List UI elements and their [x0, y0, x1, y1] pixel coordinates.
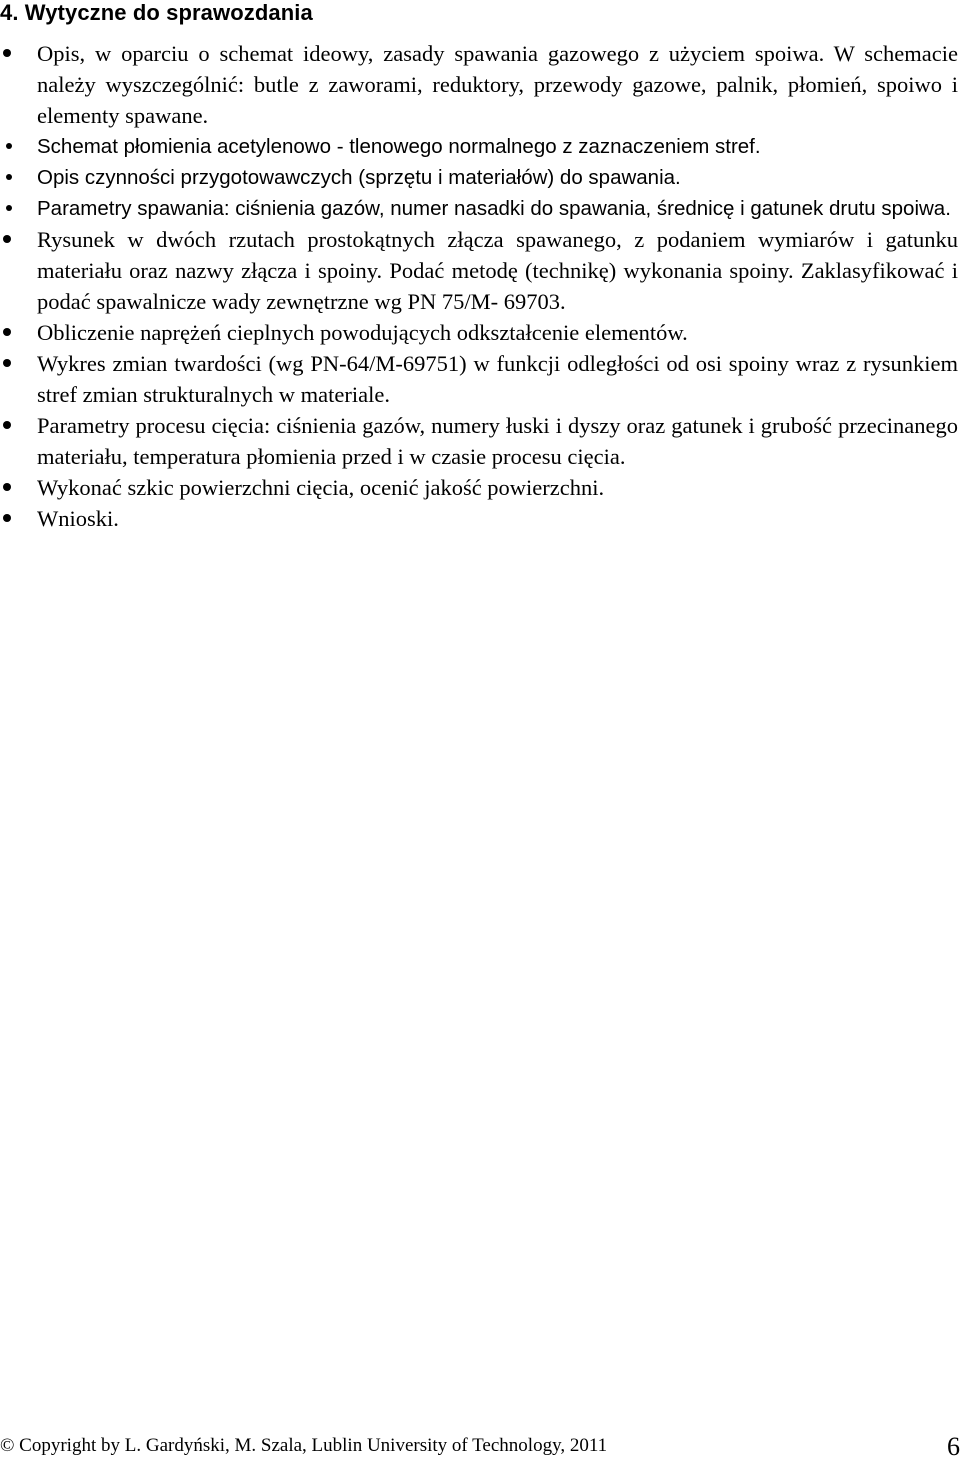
bullet-icon — [3, 483, 11, 491]
bullet-icon — [3, 235, 11, 243]
list-item — [0, 162, 960, 193]
bullet-icon — [3, 359, 11, 367]
bullet-icon — [6, 205, 12, 211]
list-item — [0, 410, 960, 472]
list-item — [0, 503, 960, 534]
list-item-text: Rysunek w dwóch rzutach prostokątnych złącza spawanego, z podaniem wymiarów i gatunku materiału oraz nazwy złącza i spoiny. Podać metodę (technikę) wykonania spoiny. Zaklasyfikować i podać spawalnicze wady zewnętrzne wg PN 75/M- 69703. — [37, 227, 958, 314]
list-item-text: Parametry procesu cięcia: ciśnienia gazów, numery łuski i dyszy oraz gatunek i grubość przecinanego materiału, temperatura płomienia przed i w czasie procesu cięcia. — [37, 413, 958, 469]
bullet-icon — [3, 49, 11, 57]
list-item — [0, 317, 960, 348]
copyright-notice: © Copyright by L. Gardyński, M. Szala, Lublin University of Technology, 2011 — [0, 1435, 608, 1456]
list-item — [0, 38, 960, 131]
bullet-icon — [3, 514, 11, 522]
list-item-text: Obliczenie naprężeń cieplnych powodujących odkształcenie elementów. — [37, 320, 688, 345]
list-item — [0, 224, 960, 317]
list-item-text: Opis, w oparciu o schemat ideowy, zasady spawania gazowego z użyciem spoiwa. W schemacie należy wyszczególnić: butle z zaworami, reduktory, przewody gazowe, palnik, płomień, spoiwo i elementy spawane. — [37, 41, 958, 128]
list-item — [0, 472, 960, 503]
list-item-text: Opis czynności przygotowawczych (sprzętu i materiałów) do spawania. — [37, 166, 681, 189]
guidelines-list — [0, 38, 960, 534]
list-item-text: Schemat płomienia acetylenowo - tlenowego normalnego z zaznaczeniem stref. — [37, 135, 761, 158]
list-item — [0, 131, 960, 162]
list-item-text: Parametry spawania: ciśnienia gazów, numer nasadki do spawania, średnicę i gatunek drutu spoiwa. — [37, 197, 951, 220]
bullet-icon — [6, 143, 12, 149]
list-item-text: Wykonać szkic powierzchni cięcia, ocenić jakość powierzchni. — [37, 475, 605, 500]
page-number: 6 — [947, 1432, 960, 1461]
list-item — [0, 193, 960, 224]
section-heading: 4. Wytyczne do sprawozdania — [0, 0, 313, 25]
bullet-icon — [6, 174, 12, 180]
list-item-text: Wnioski. — [37, 506, 119, 531]
bullet-icon — [3, 421, 11, 429]
bullet-icon — [3, 328, 11, 336]
list-item — [0, 348, 960, 410]
page-footer — [0, 1432, 960, 1462]
list-item-text: Wykres zmian twardości (wg PN-64/M-69751) w funkcji odległości od osi spoiny wraz z rysunkiem stref zmian strukturalnych w materiale. — [37, 351, 958, 407]
